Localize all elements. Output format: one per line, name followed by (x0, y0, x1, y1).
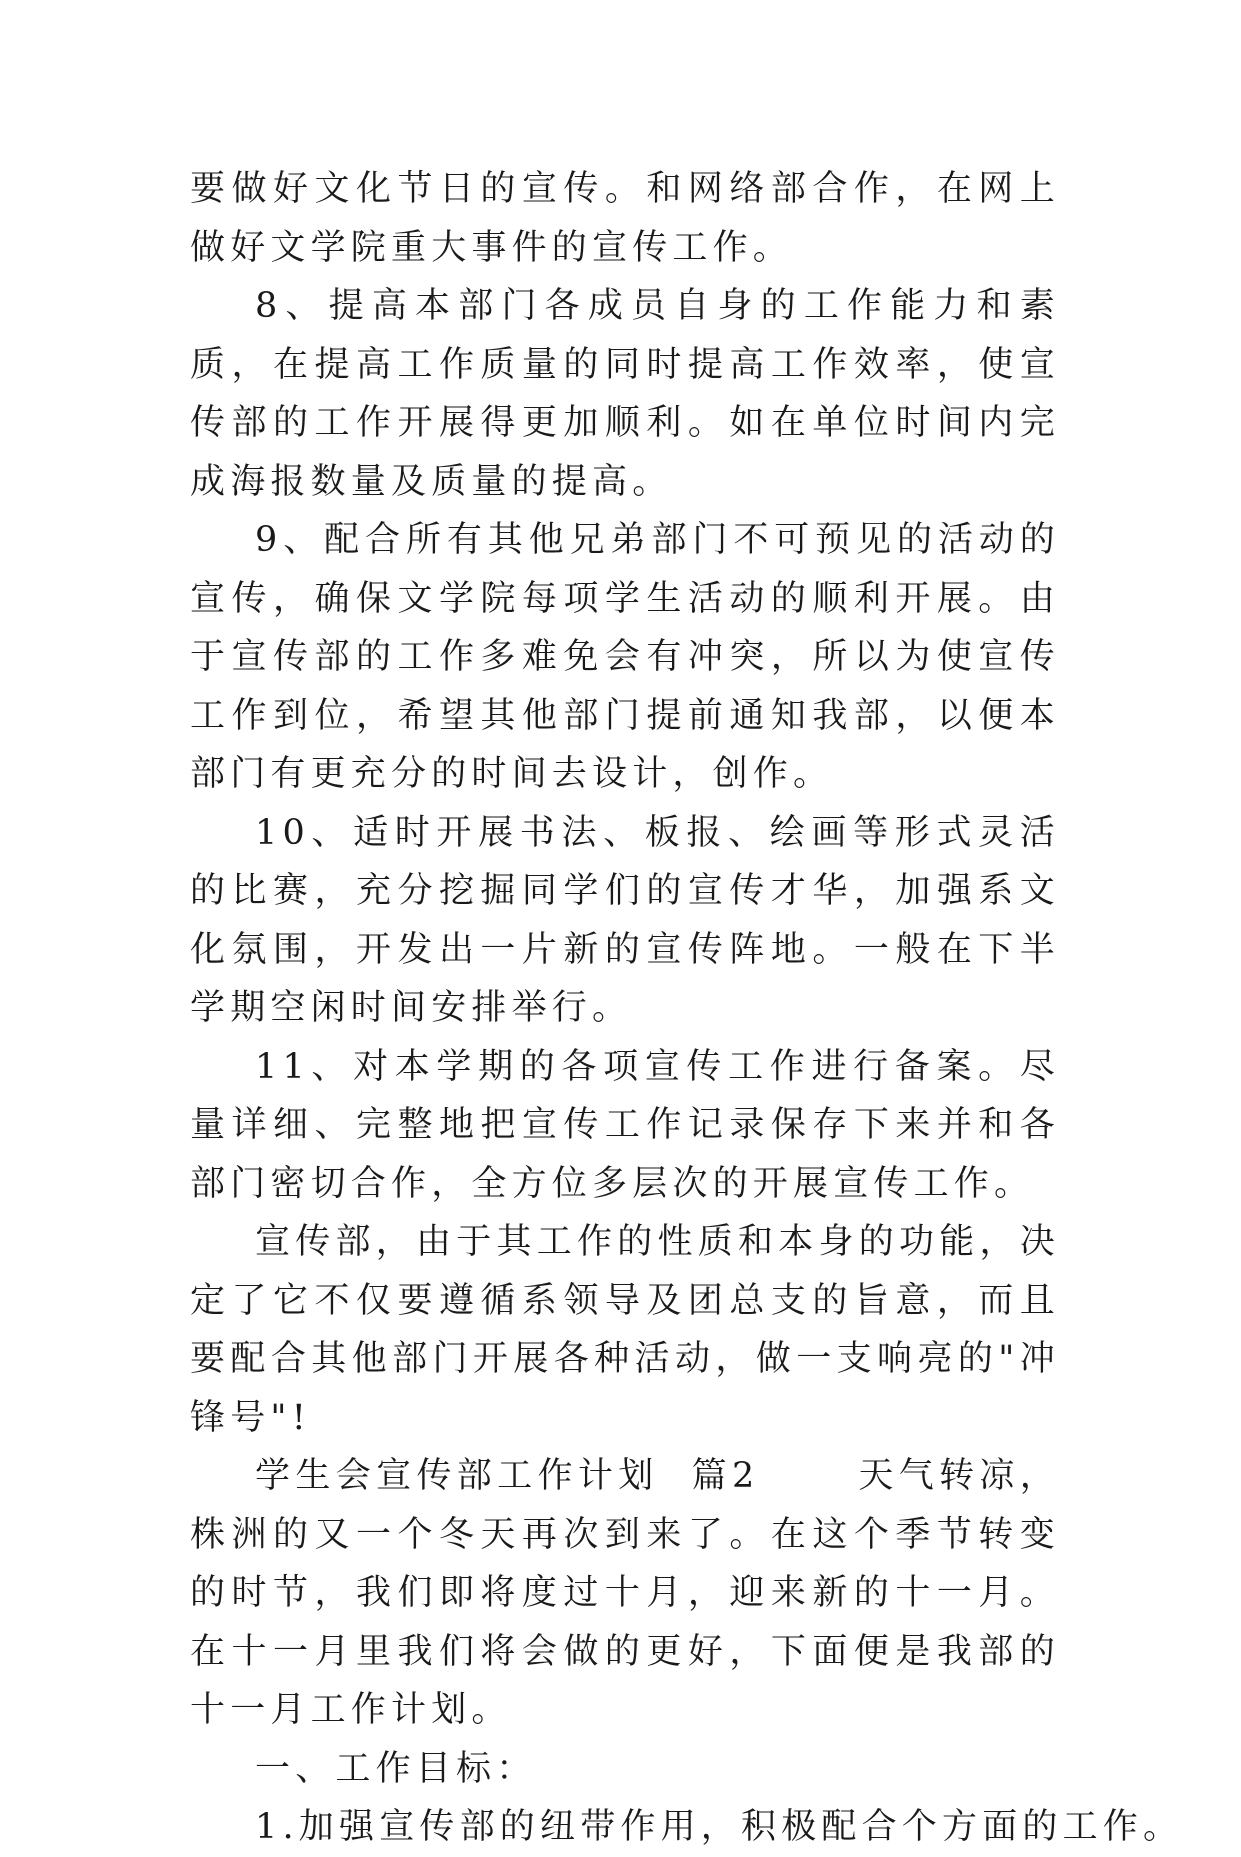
paragraph-item-11: 11、对本学期的各项宣传工作进行备案。尽量详细、完整地把宣传工作记录保存下来并和各部门密切合作，全方位多层次的开展宣传工作。 (190, 1046, 1060, 1204)
paragraph-continuation: 要做好文化节日的宣传。和网络部合作，在网上做好文学院重大事件的宣传工作。 (190, 169, 1060, 268)
heading-work-goals: 一、工作目标： (255, 1748, 537, 1789)
paragraph-item-8: 8、提高本部门各成员自身的工作能力和素质，在提高工作质量的同时提高工作效率，使宣传部的工作开展得更加顺利。如在单位时间内完成海报数量及质量的提高。 (190, 286, 1060, 502)
paragraph-section-2-intro: 学生会宣传部工作计划 篇2 天气转凉，株洲的又一个冬天再次到来了。在这个季节转变的时节，我们即将度过十月，迎来新的十一月。在十一月里我们将会做的更好，下面便是我部的十一月工作计划。 (190, 1456, 1060, 1730)
paragraph-goal-1: 1.加强宣传部的纽带作用，积极配合个方面的工作。 (255, 1807, 1184, 1847)
paragraph-item-10: 10、适时开展书法、板报、绘画等形式灵活的比赛，充分挖掘同学们的宣传才华，加强系文化氛围，开发出一片新的宣传阵地。一般在下半学期空闲时间安排举行。 (190, 812, 1060, 1028)
paragraph-summary: 宣传部，由于其工作的性质和本身的功能，决定了它不仅要遵循系领导及团总支的旨意，而且要配合其他部门开展各种活动，做一支响亮的"冲锋号"! (190, 1222, 1060, 1438)
document-body (190, 160, 1184, 1857)
paragraph-item-9: 9、配合所有其他兄弟部门不可预见的活动的宣传，确保文学院每项学生活动的顺利开展。由于宣传部的工作多难免会有冲突，所以为使宣传工作到位，希望其他部门提前通知我部，以便本部门有更充分的时间去设计，创作。 (190, 520, 1060, 794)
